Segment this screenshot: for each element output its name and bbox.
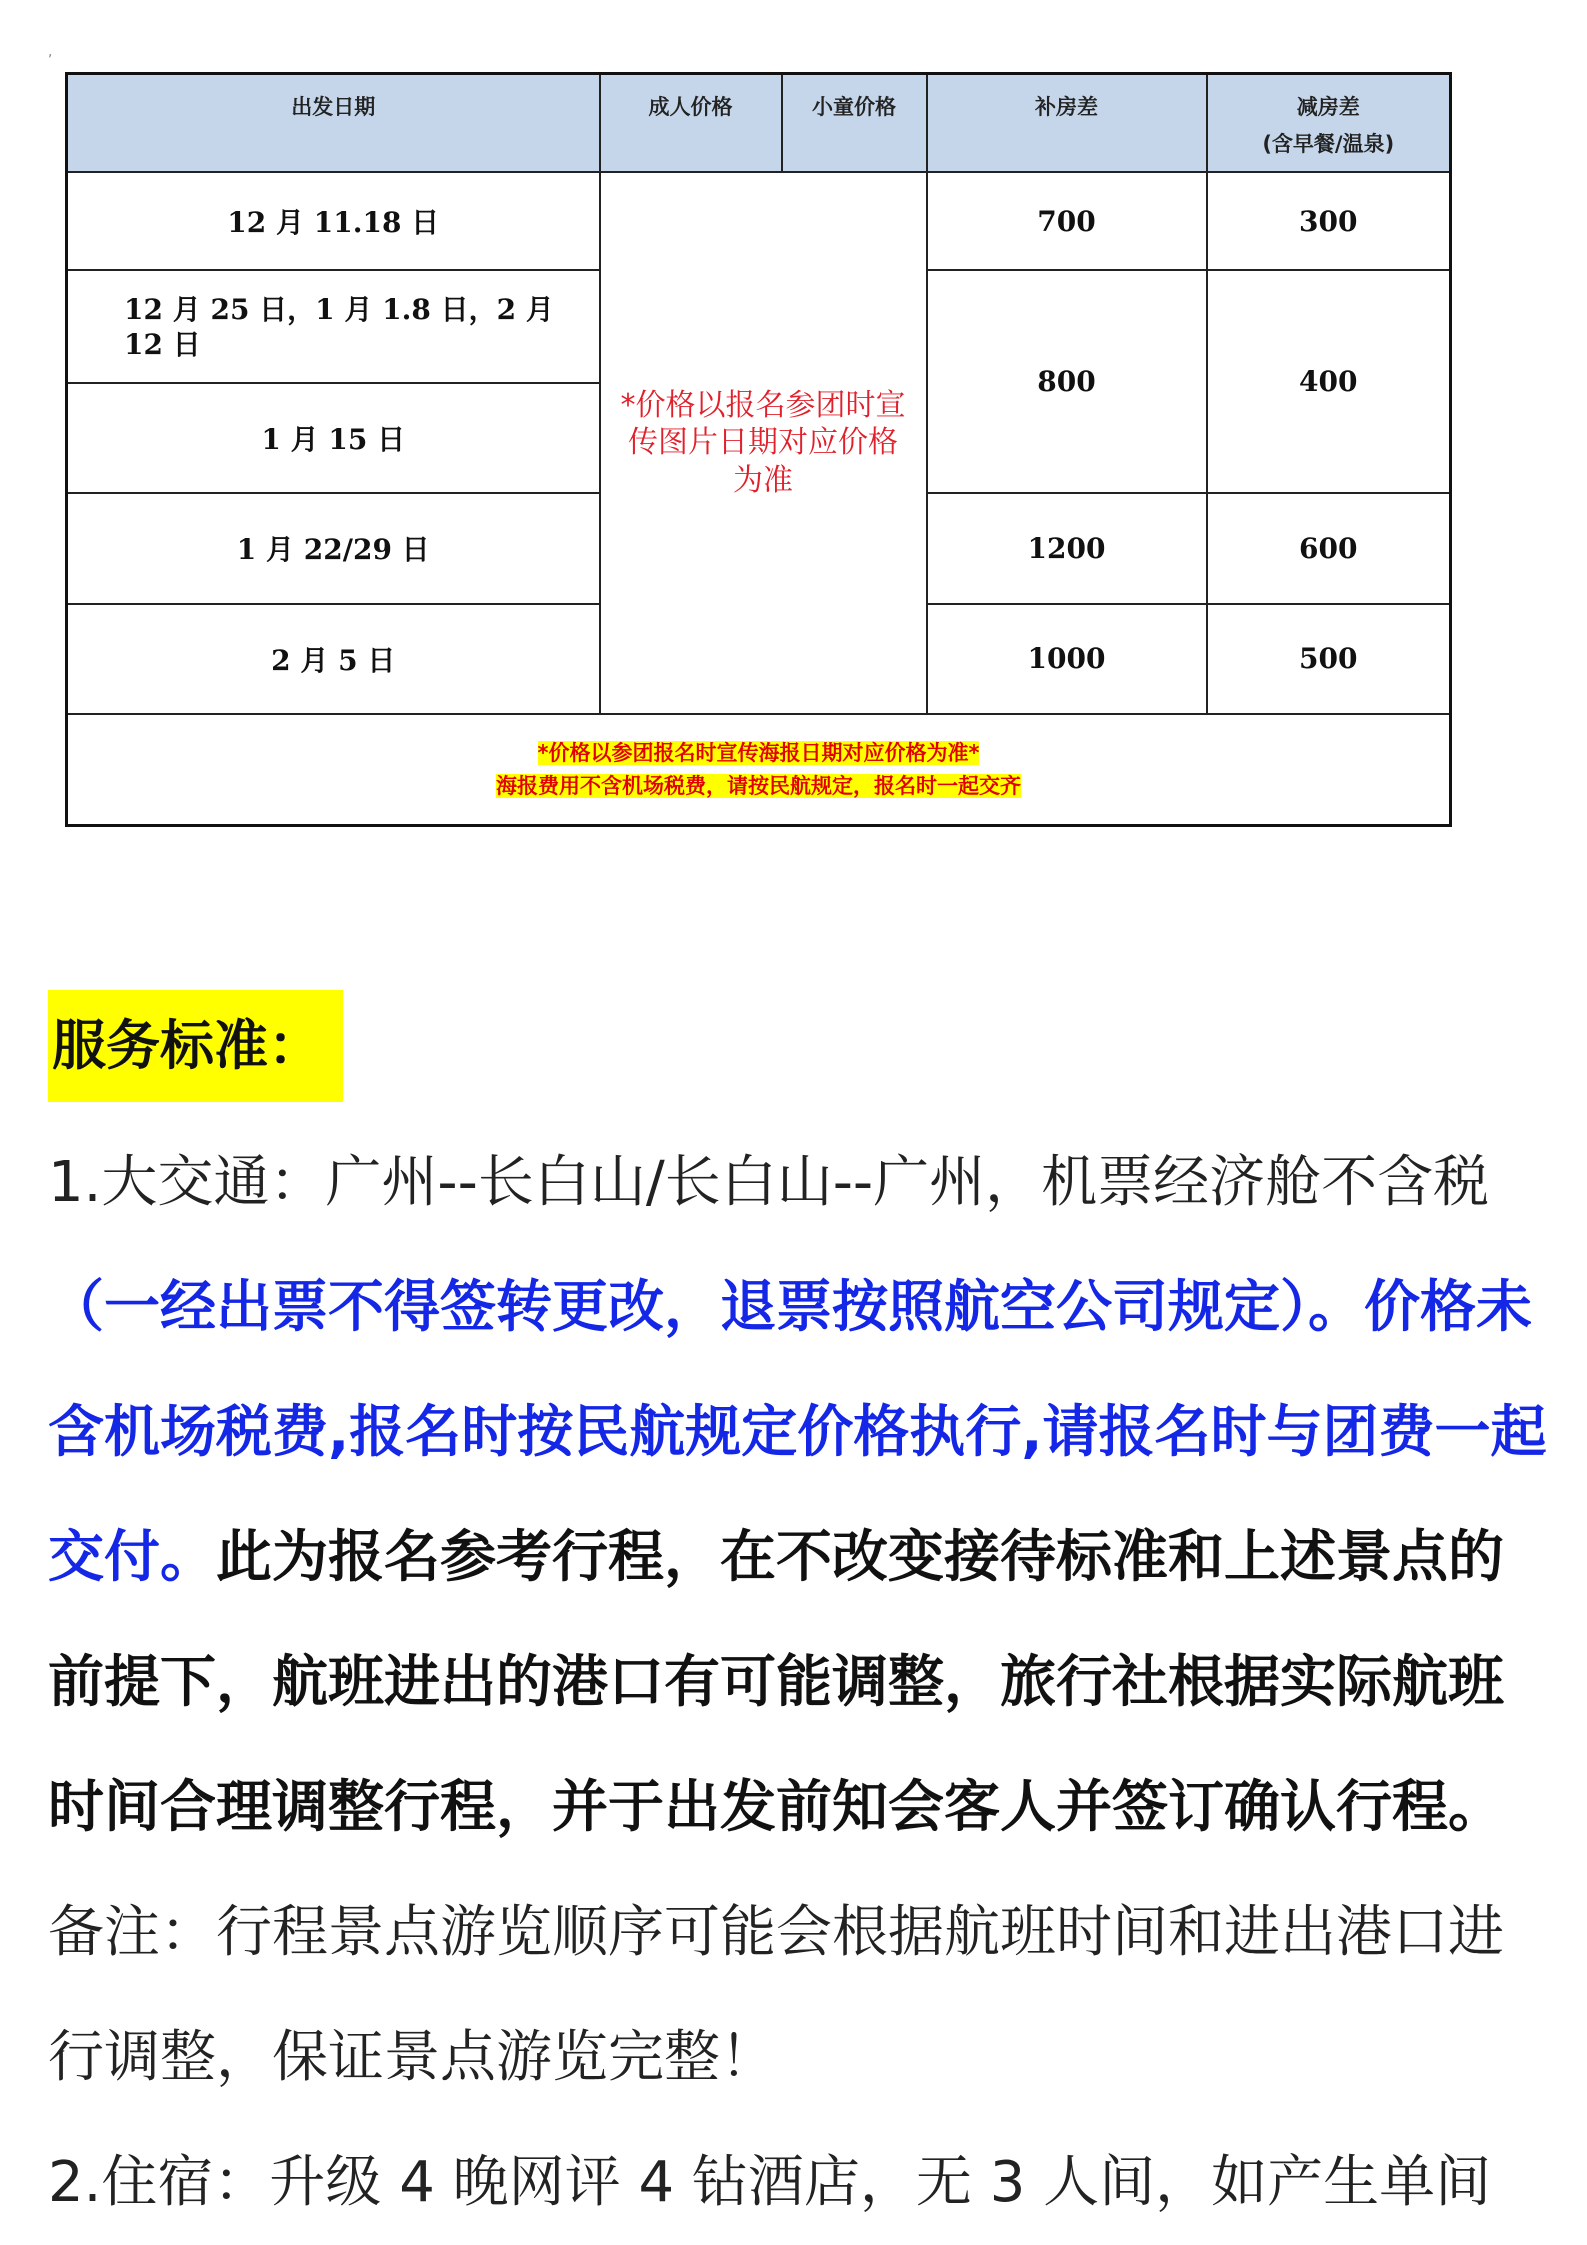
date-cell: 2 月 5 日 [67,604,600,714]
remark-text: 备注：行程景点游览顺序可能会根据航班时间和进出港口进行调整，保证景点游览完整！ [48,1900,1504,2090]
header-single-supplement: 补房差 [927,74,1207,172]
footer-note-1: *价格以参团报名时宣传海报日期对应价格为准* [537,740,980,765]
deduction-cell: 300 [1207,172,1451,270]
date-cell: 12 月 11.18 日 [67,172,600,270]
itinerary-adjust-text: 此为报名参考行程，在不改变接待标准和上述景点的前提下，航班进出的港口有可能调整，旅行社根据实际航班时间合理调整行程，并于出发前知会客人并签订确认行程。 [48,1525,1504,1840]
supplement-cell: 1000 [927,604,1207,714]
table-header-row [67,74,1451,172]
header-adult-price: 成人价格 [600,74,782,172]
deduction-cell: 600 [1207,493,1451,603]
deduction-cell: 400 [1207,270,1451,493]
date-cell: 1 月 22/29 日 [67,493,600,603]
date-cell: 12 月 25 日，1 月 1.8 日，2 月 12 日 [67,270,600,382]
supplement-cell: 1200 [927,493,1207,603]
corner-mark: , [48,44,53,60]
header-child-price: 小童价格 [782,74,927,172]
service-standard-body [48,1120,1558,2245]
service-standard-title: 服务标准： [48,990,343,1102]
supplement-cell: 700 [927,172,1207,270]
header-room-deduction-note: (含早餐/温泉) [1262,131,1395,156]
header-room-deduction-label: 减房差 [1296,95,1360,119]
price-table [65,72,1452,827]
header-room-deduction [1207,74,1451,172]
table-footer [67,714,1451,825]
header-date: 出发日期 [67,74,600,172]
ticket-policy-text: （一经出票不得签转更改，退票按照航空公司规定）。价格未含机场税费,报名时按民航规定价格执行,请报名时与团费一起交付。 [48,1275,1547,1590]
merged-price-note: *价格以报名参团时宣传图片日期对应价格为准 [600,172,927,714]
supplement-cell: 800 [927,270,1207,493]
table-row [67,172,1451,270]
date-cell: 1 月 15 日 [67,383,600,493]
transport-text: 1.大交通：广州--长白山/长白山--广州，机票经济舱不含税 [48,1150,1490,1215]
table-footer-row [67,714,1451,825]
deduction-cell: 500 [1207,604,1451,714]
service-item-transport [48,1120,1558,2120]
service-item-lodging: 2.住宿：升级 4 晚网评 4 钻酒店，无 3 人间，如产生单间 [48,2150,1492,2215]
footer-note-2: 海报费用不含机场税费，请按民航规定，报名时一起交齐 [496,773,1021,798]
